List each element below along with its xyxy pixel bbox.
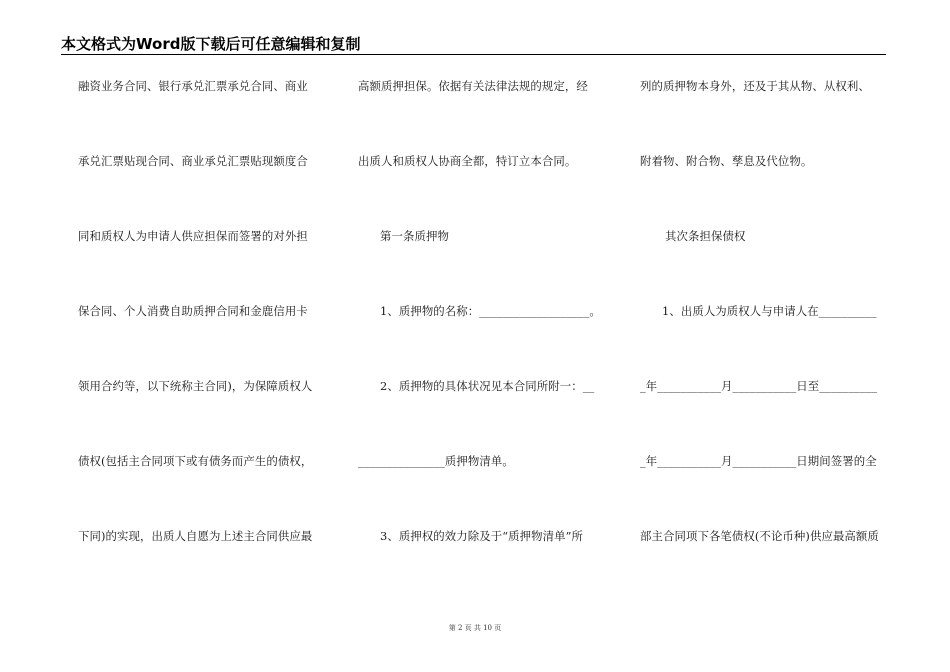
text-line: 3、质押权的效力除及于“质押物清单”所 (380, 529, 584, 543)
text-line: 高额质押担保。依据有关法律法规的规定，经 (358, 79, 588, 93)
page-header-title: 本文格式为Word版下载后可任意编辑和复制 (61, 35, 361, 53)
text-line: 领用合约等，以下统称主合同)，为保障质权人 (78, 379, 313, 393)
text-line: 下同)的实现，出质人自愿为上述主合同供应最 (78, 529, 313, 543)
section-heading: 第一条质押物 (380, 229, 449, 243)
text-line: 附着物、附合物、孳息及代位物。 (640, 154, 813, 168)
text-line: 融资业务合同、银行承兑汇票承兑合同、商业 (78, 79, 308, 93)
text-line: 保合同、个人消费自助质押合同和金鹿信用卡 (78, 304, 308, 318)
text-line: 同和质权人为申请人供应担保而签署的对外担 (78, 229, 308, 243)
text-line: _______________质押物清单。 (358, 454, 514, 468)
text-line: 2、质押物的具体状况见本合同所附一：__ (380, 379, 595, 393)
header-divider (61, 54, 886, 55)
text-line: _年___________月___________日至__________ (640, 379, 878, 393)
text-line: 承兑汇票贴现合同、商业承兑汇票贴现额度合 (78, 154, 308, 168)
section-heading: 其次条担保债权 (665, 229, 746, 243)
text-line: 出质人和质权人协商全都，特订立本合同。 (358, 154, 577, 168)
text-line: _年___________月___________日期间签署的全 (640, 454, 877, 468)
text-line: 债权(包括主合同项下或有债务而产生的债权， (78, 454, 313, 468)
page-number: 第 2 页 共 10 页 (448, 624, 502, 632)
text-line: 1、出质人为质权人与申请人在__________ (662, 304, 877, 318)
text-line: 部主合同项下各笔债权(不论币种)供应最高额质 (640, 529, 879, 543)
text-line: 1、质押物的名称：___________________。 (380, 304, 601, 318)
text-line: 列的质押物本身外，还及于其从物、从权利、 (640, 79, 870, 93)
